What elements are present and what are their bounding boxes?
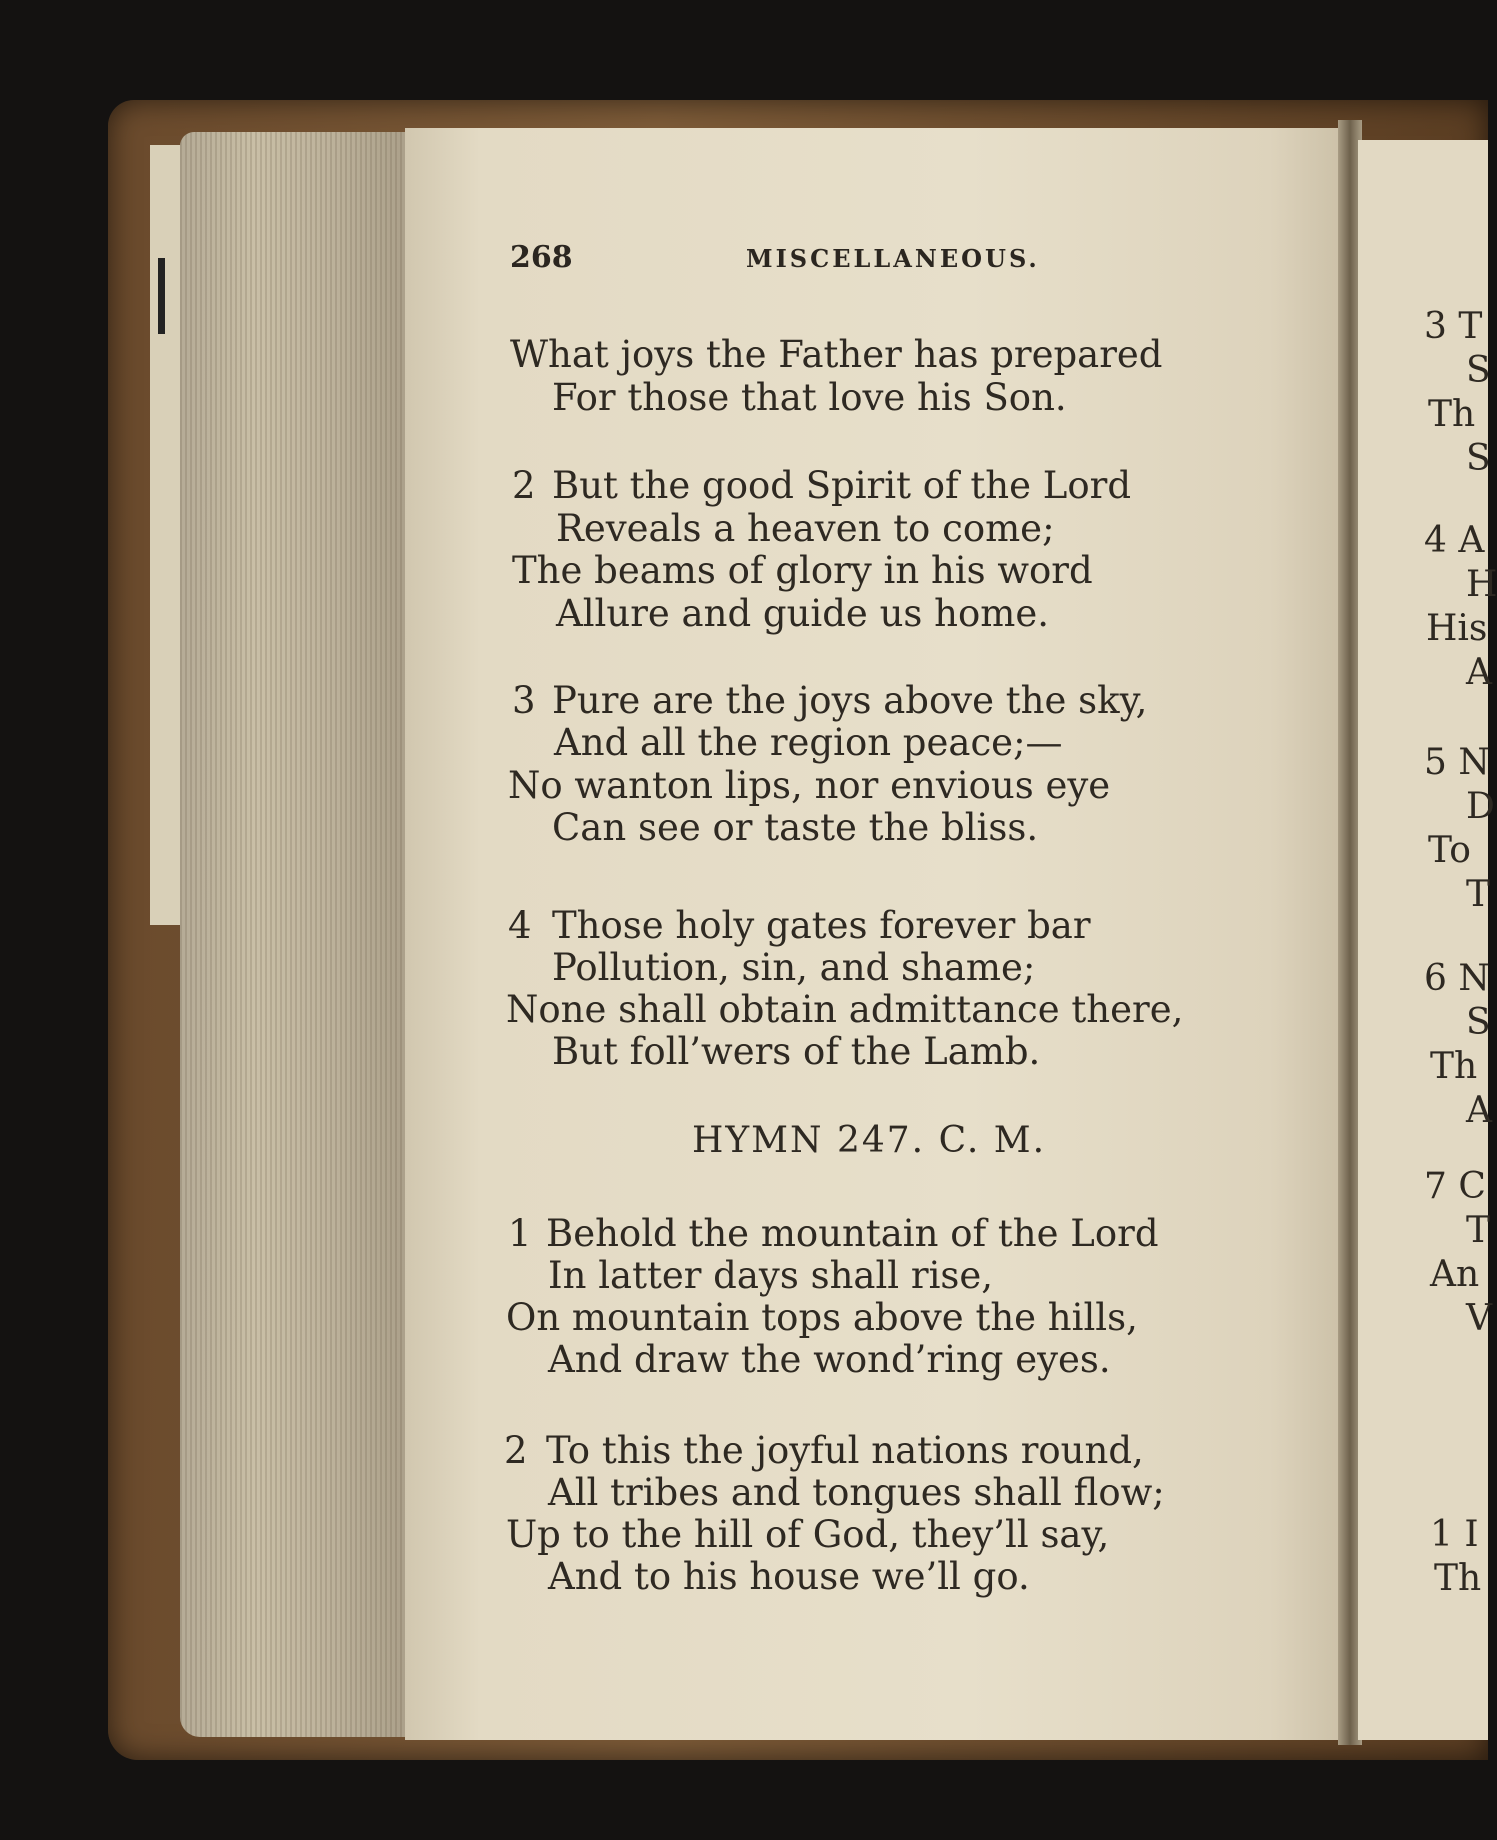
verse-line: Up to the hill of God, they’ll say, <box>506 1513 1110 1556</box>
verse-line: To this the joyful nations round, <box>546 1429 1144 1472</box>
stanza-number: 1 <box>508 1212 532 1255</box>
right-fragment: H <box>1466 564 1497 605</box>
verse-line: For those that love his Son. <box>552 376 1067 419</box>
verse-line: And draw the wond’ring eyes. <box>548 1338 1111 1381</box>
verse-line: But the good Spirit of the Lord <box>552 464 1132 507</box>
right-fragment: S <box>1466 1002 1491 1043</box>
verse-line: In latter days shall rise, <box>548 1254 994 1297</box>
right-fragment: T <box>1466 1210 1491 1251</box>
right-fragment: 7 C <box>1424 1166 1486 1207</box>
right-fragment: His <box>1426 608 1488 649</box>
running-head: MISCELLANEOUS. <box>746 244 1040 273</box>
right-fragment: Th <box>1428 394 1476 435</box>
verse-line: None shall obtain admittance there, <box>506 988 1184 1031</box>
right-fragment: 4 A <box>1424 520 1485 561</box>
right-fragment: Th <box>1430 1046 1478 1087</box>
verse-line: On mountain tops above the hills, <box>506 1296 1138 1339</box>
page-edges <box>180 132 430 1737</box>
loose-leaf <box>150 145 180 925</box>
stanza-number: 2 <box>504 1429 528 1472</box>
right-fragment: S <box>1466 350 1491 391</box>
page-number: 268 <box>510 240 573 275</box>
verse-line: Pollution, sin, and shame; <box>552 946 1036 989</box>
verse-line: Those holy gates forever bar <box>552 904 1091 947</box>
stanza-number: 4 <box>508 904 532 947</box>
verse-line: What joys the Father has prepared <box>510 333 1163 376</box>
stanza-number: 3 <box>512 679 536 722</box>
right-fragment: 5 N <box>1424 742 1490 783</box>
right-fragment: An <box>1430 1254 1480 1295</box>
verse-line: Can see or taste the bliss. <box>552 806 1039 849</box>
verse-line: Allure and guide us home. <box>556 592 1050 635</box>
right-fragment: A <box>1466 1090 1492 1131</box>
right-fragment: D <box>1466 786 1495 827</box>
right-fragment: A <box>1466 652 1492 693</box>
right-fragment: To <box>1428 830 1471 871</box>
verse-line: Reveals a heaven to come; <box>556 507 1055 550</box>
right-fragment: V <box>1466 1298 1492 1339</box>
hymn-title: HYMN 247. C. M. <box>692 1120 1047 1161</box>
verse-line: Behold the mountain of the Lord <box>546 1212 1159 1255</box>
page-header <box>510 240 1040 280</box>
stanza-number: 2 <box>512 464 536 507</box>
right-fragment: 1 I <box>1430 1514 1479 1555</box>
verse-line: All tribes and tongues shall flow; <box>548 1471 1165 1514</box>
right-fragment: T <box>1466 874 1491 915</box>
verse-line: But foll’wers of the Lamb. <box>552 1030 1041 1073</box>
verse-line: And all the region peace;— <box>554 721 1063 764</box>
verse-line: The beams of glory in his word <box>512 549 1093 592</box>
verse-line: Pure are the joys above the sky, <box>552 679 1148 722</box>
leaf-mark <box>158 258 165 334</box>
right-fragment: 6 N <box>1424 958 1490 999</box>
verse-line: No wanton lips, nor envious eye <box>508 764 1111 807</box>
verse-line: And to his house we’ll go. <box>548 1555 1030 1598</box>
right-fragment: Th <box>1434 1558 1482 1599</box>
right-fragment: 3 T <box>1424 306 1483 347</box>
right-fragment: S <box>1466 438 1491 479</box>
